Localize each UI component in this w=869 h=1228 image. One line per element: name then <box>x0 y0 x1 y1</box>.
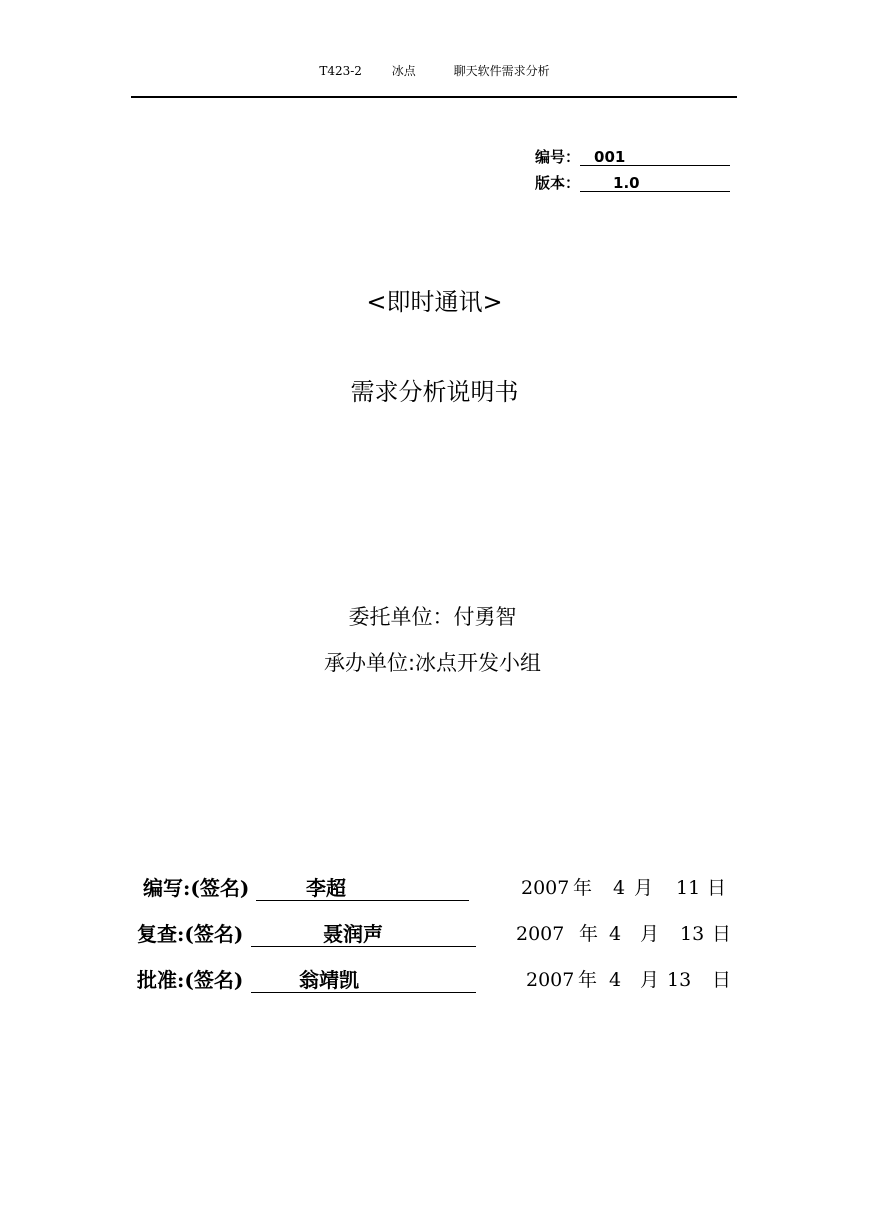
signature-day-unit: 日 <box>707 877 727 899</box>
header-rule <box>131 96 737 98</box>
doc-version <box>535 174 730 192</box>
signature-month-unit: 月 <box>634 877 654 899</box>
signature-month-unit: 月 <box>640 969 660 991</box>
doc-title: <即时通讯> <box>366 288 503 316</box>
header-doc-code: T423-2 <box>319 64 362 78</box>
doc-version-field <box>580 174 730 192</box>
signature-month: 4 <box>613 877 626 899</box>
signature-name: 聂润声 <box>323 922 383 946</box>
doc-number-field <box>580 148 730 166</box>
signature-year-unit: 年 <box>579 923 599 945</box>
signature-day-unit: 日 <box>712 923 732 945</box>
signature-day: 11 <box>676 877 701 899</box>
signature-line <box>256 874 469 901</box>
contractor-organization: 承办单位:冰点开发小组 <box>323 651 542 675</box>
signature-year-unit: 年 <box>578 969 598 991</box>
client-organization: 委托单位：付勇智 <box>348 605 517 629</box>
doc-number <box>535 148 730 166</box>
signature-label: 批准:(签名) <box>137 968 244 992</box>
signature-day-unit: 日 <box>712 969 732 991</box>
signature-label: 复查:(签名) <box>137 922 244 946</box>
signature-label: 编写:(签名) <box>143 876 250 900</box>
doc-version-value: 1.0 <box>613 174 640 192</box>
signature-month-unit: 月 <box>640 923 660 945</box>
doc-subtitle: 需求分析说明书 <box>350 378 519 406</box>
signature-year: 2007 <box>521 877 570 899</box>
signature-name: 李超 <box>306 876 346 900</box>
doc-number-value: 001 <box>594 148 626 166</box>
header-subject: 聊天软件需求分析 <box>453 64 550 78</box>
doc-number-label: 编号： <box>535 148 581 166</box>
header-team-name: 冰点 <box>391 64 416 78</box>
signature-month: 4 <box>609 969 622 991</box>
page-header <box>0 62 869 79</box>
signature-month: 4 <box>609 923 622 945</box>
signature-year-unit: 年 <box>573 877 593 899</box>
signature-year: 2007 <box>516 923 565 945</box>
signature-year: 2007 <box>526 969 575 991</box>
signature-day: 13 <box>680 923 705 945</box>
doc-version-label: 版本： <box>535 174 581 192</box>
signature-name: 翁靖凯 <box>299 968 359 992</box>
signature-day: 13 <box>667 969 692 991</box>
signature-line <box>251 966 476 993</box>
